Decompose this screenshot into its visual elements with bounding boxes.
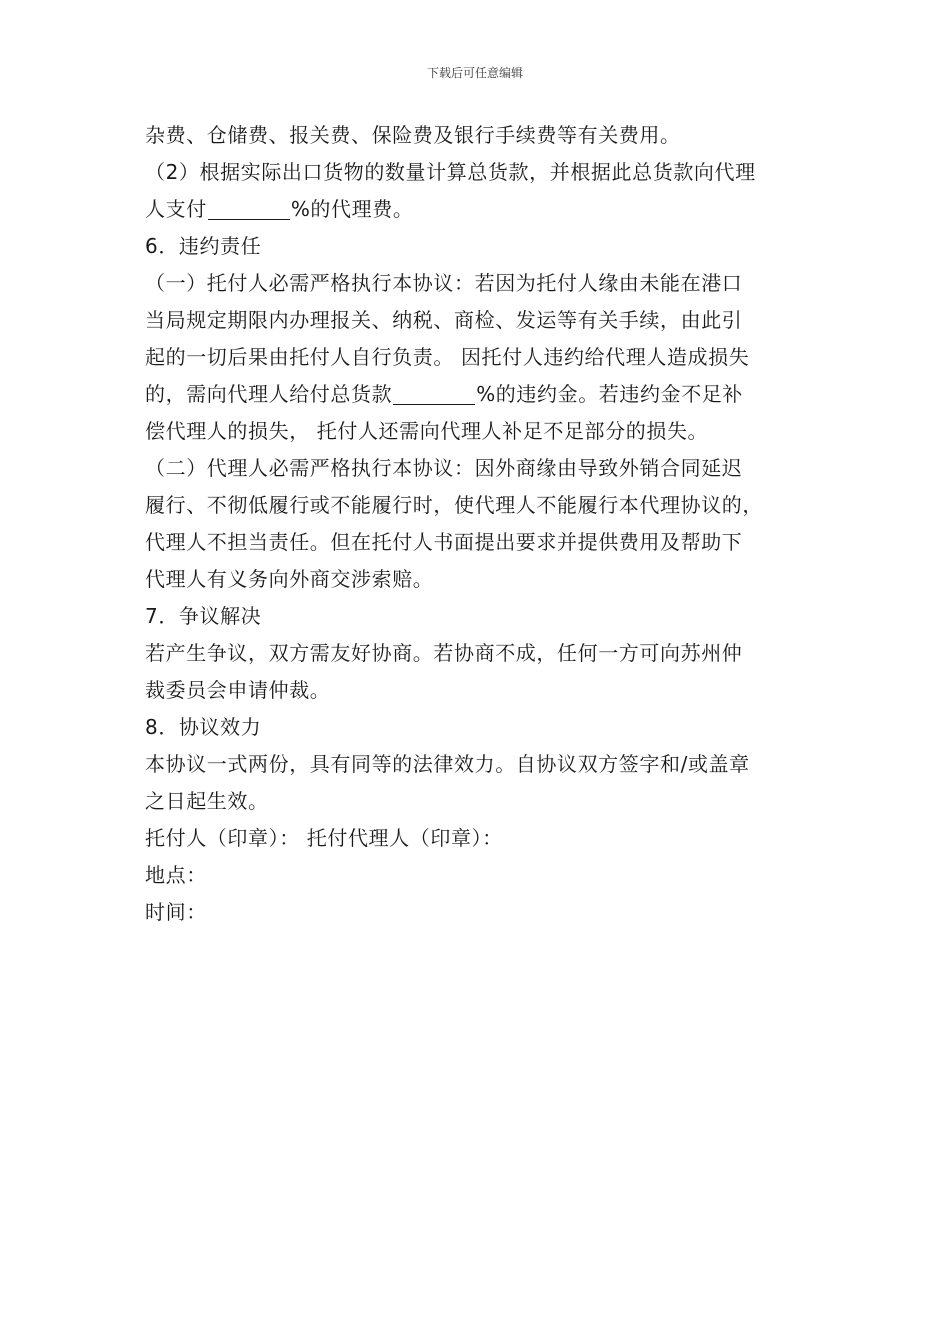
fill-in-blank[interactable] — [393, 384, 475, 405]
paragraph-line: 起的一切后果由托付人自行负责。 因托付人违约给代理人造成损失 — [145, 345, 750, 369]
paragraph-line: 代理人有义务向外商交涉索赔。 — [145, 567, 434, 591]
text-fragment: 人支付 — [145, 197, 207, 221]
paragraph-line: 代理人不担当责任。但在托付人书面提出要求并提供费用及帮助下 — [145, 530, 743, 554]
section-heading: 8．协议效力 — [145, 715, 262, 739]
location-line: 地点： — [145, 863, 207, 887]
paragraph-line-with-blank — [145, 191, 825, 228]
page-header-note: 下载后可任意编辑 — [426, 66, 523, 80]
signature-line: 托付人（印章）： 托付代理人（印章）： — [145, 826, 503, 850]
paragraph-line: 当局规定期限内办理报关、纳税、商检、发运等有关手续，由此引 — [145, 308, 743, 332]
paragraph-line: 偿代理人的损失， 托付人还需向代理人补足不足部分的损失。 — [145, 419, 709, 443]
paragraph-line: 裁委员会申请仲裁。 — [145, 678, 331, 702]
paragraph-line: 杂费、仓储费、报关费、保险费及银行手续费等有关费用。 — [145, 123, 681, 147]
document-body — [145, 117, 825, 931]
paragraph-line: 之日起生效。 — [145, 789, 269, 813]
text-fragment: %的违约金。若违约金不足补 — [476, 382, 744, 406]
date-line: 时间： — [145, 900, 207, 924]
paragraph-line-with-blank — [145, 376, 825, 413]
paragraph-line: 本协议一式两份，具有同等的法律效力。自协议双方签字和/或盖章 — [145, 752, 750, 776]
section-heading: 6．违约责任 — [145, 234, 262, 258]
section-heading: 7．争议解决 — [145, 604, 262, 628]
text-fragment: 的，需向代理人给付总货款 — [145, 382, 393, 406]
fill-in-blank[interactable] — [208, 199, 290, 220]
paragraph-line: （一）托付人必需严格执行本协议：若因为托付人缘由未能在港口 — [145, 271, 743, 295]
paragraph-line: （2）根据实际出口货物的数量计算总货款，并根据此总货款向代理 — [145, 160, 756, 184]
paragraph-line: 若产生争议，双方需友好协商。若协商不成，任何一方可向苏州仲 — [145, 641, 743, 665]
paragraph-line: （二）代理人必需严格执行本协议：因外商缘由导致外销合同延迟 — [145, 456, 743, 480]
text-fragment: %的代理费。 — [290, 197, 414, 221]
paragraph-line: 履行、不彻低履行或不能履行时，使代理人不能履行本代理协议的， — [145, 493, 763, 517]
